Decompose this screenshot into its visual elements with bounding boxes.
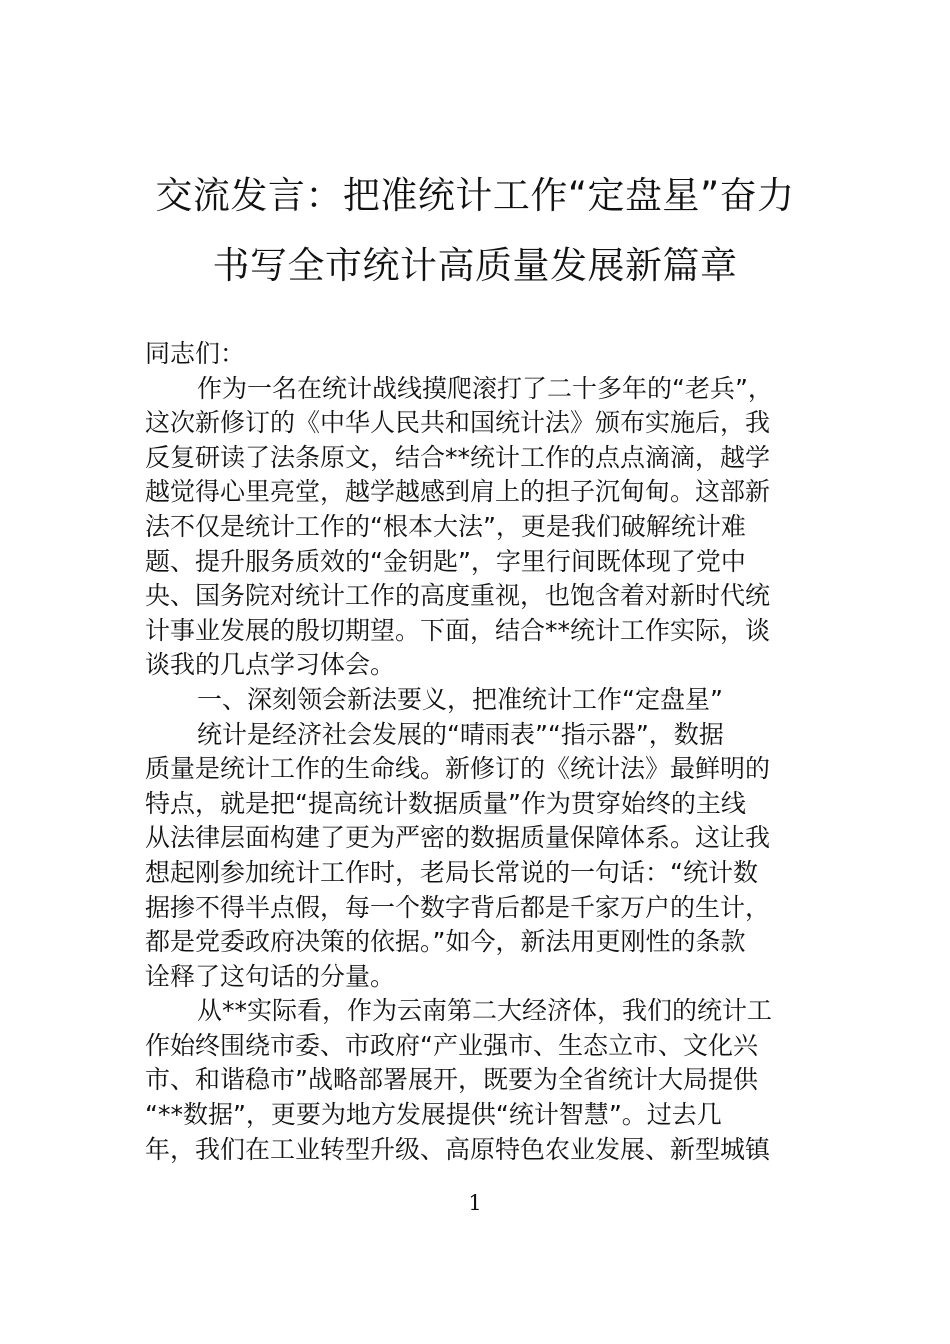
paragraph-line: 作为一名在统计战线摸爬滚打了二十多年的“老兵”， — [197, 373, 773, 403]
section-heading: 一、深刻领会新法要义，把准统计工作“定盘星” — [197, 684, 723, 714]
paragraph-line: 题、提升服务质效的“金钥匙”，字里行间既体现了党中 — [145, 546, 746, 576]
paragraph-line: 谈我的几点学习体会。 — [145, 650, 396, 680]
paragraph-line: 越觉得心里亮堂，越学越感到肩上的担子沉甸甸。这部新 — [145, 477, 771, 507]
paragraph-line: 特点，就是把“提高统计数据质量”作为贯穿始终的主线 — [145, 788, 746, 818]
paragraph-line: 想起刚参加统计工作时，老局长常说的一句话：“统计数 — [145, 857, 758, 887]
paragraph-line: 年，我们在工业转型升级、高原特色农业发展、新型城镇 — [145, 1134, 771, 1164]
paragraph-line: 诠释了这句话的分量。 — [145, 961, 396, 991]
document-body — [145, 337, 815, 1167]
paragraph-line: 法不仅是统计工作的“根本大法”，更是我们破解统计难 — [145, 511, 746, 541]
paragraph-line: 作始终围绕市委、市政府“产业强市、生态立市、文化兴 — [145, 1030, 758, 1060]
paragraph-line: 都是党委政府决策的依据。”如今，新法用更刚性的条款 — [145, 927, 746, 957]
paragraph-line: 统计是经济社会发展的“晴雨表”“指示器”，数据 — [197, 719, 724, 749]
paragraph-line: 市、和谐稳市”战略部署展开，既要为全省统计大局提供 — [145, 1065, 758, 1095]
paragraph-line: 从法律层面构建了更为严密的数据质量保障体系。这让我 — [145, 823, 771, 853]
paragraph-line: 计事业发展的殷切期望。下面，结合**统计工作实际，谈 — [145, 615, 771, 645]
document-title-line-2: 书写全市统计高质量发展新篇章 — [212, 244, 738, 287]
paragraph-line: 从**实际看，作为云南第二大经济体，我们的统计工 — [197, 996, 773, 1026]
paragraph-line: “**数据”，更要为地方发展提供“统计智慧”。过去几 — [145, 1100, 722, 1130]
paragraph-line: 这次新修订的《中华人民共和国统计法》颁布实施后，我 — [145, 408, 771, 438]
paragraph-line: 质量是统计工作的生命线。新修订的《统计法》最鲜明的 — [145, 754, 771, 784]
salutation: 同志们： — [145, 339, 246, 368]
paragraph-line: 央、国务院对统计工作的高度重视，也饱含着对新时代统 — [145, 581, 771, 611]
paragraph-line: 据掺不得半点假，每一个数字背后都是千家万户的生计， — [145, 892, 771, 922]
document-title-line-1: 交流发言：把准统计工作“定盘星”奋力 — [155, 174, 795, 217]
paragraph-line: 反复研读了法条原文，结合**统计工作的点点滴滴，越学 — [145, 442, 771, 472]
page-number: 1 — [468, 1191, 482, 1215]
